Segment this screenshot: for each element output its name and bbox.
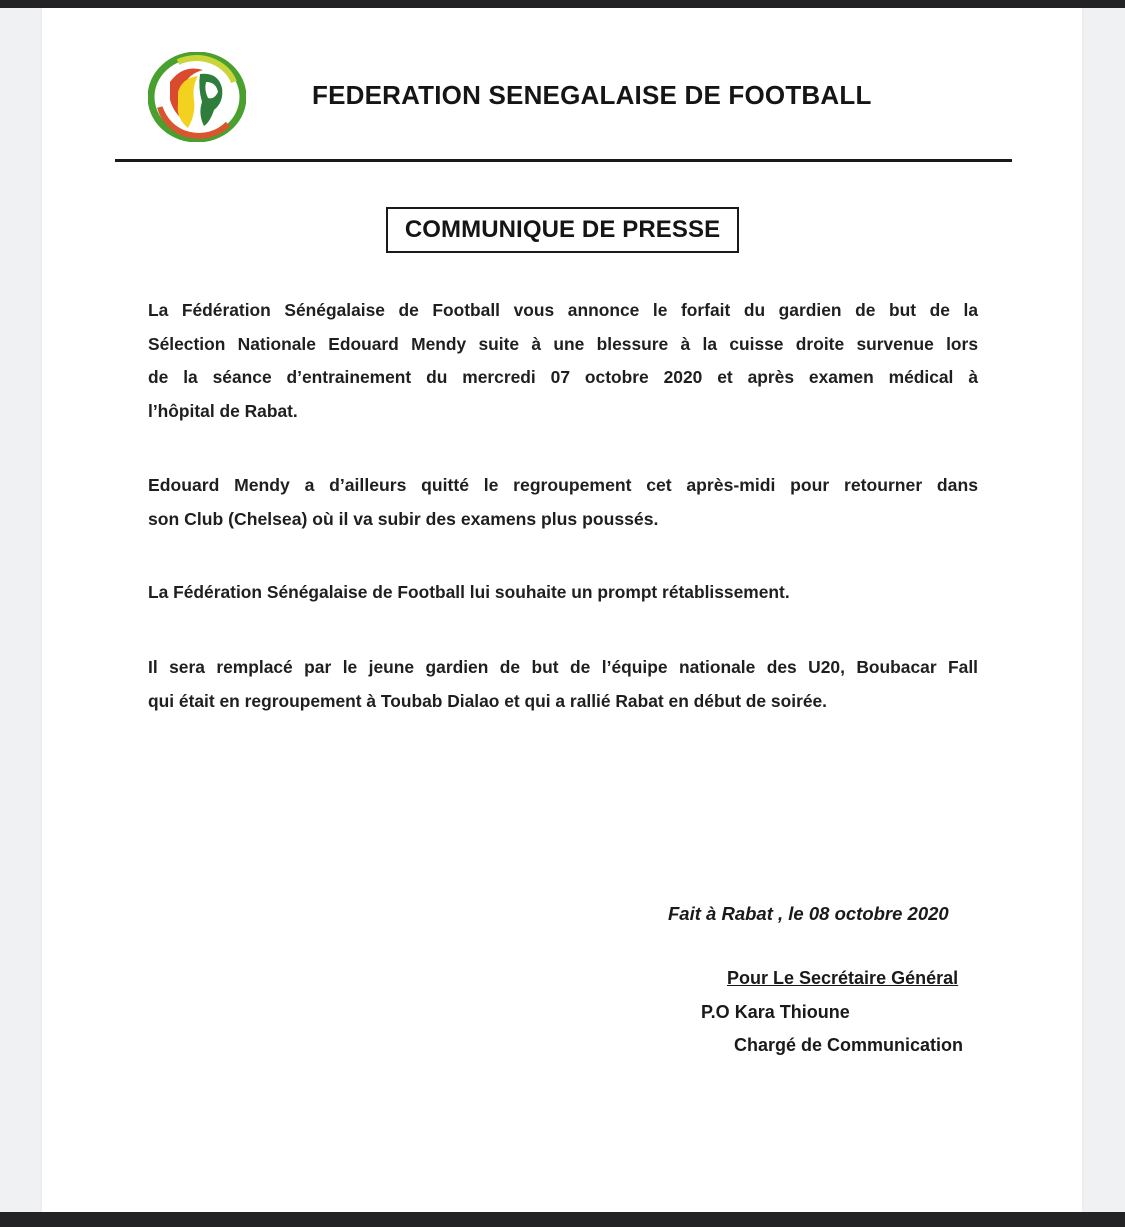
paragraph-forfeit-announcement (148, 294, 978, 428)
paragraph-line: Edouard Mendy a d’ailleurs quitté le regroupement cet après-midi pour retourner dans (148, 475, 978, 495)
signature-name: P.O Kara Thioune (701, 1002, 850, 1022)
document-page (42, 8, 1082, 1212)
paragraph-line: son Club (Chelsea) où il va subir des examens plus poussés. (148, 508, 659, 529)
paragraph-line: Sélection Nationale Edouard Mendy suite à une blessure à la cuisse droite survenue lors (148, 333, 978, 354)
header-divider (115, 159, 1012, 162)
fsf-lion-crest-icon (148, 52, 246, 142)
paragraph-line: La Fédération Sénégalaise de Football lui souhaite un prompt rétablissement. (148, 582, 790, 602)
paragraph-replacement (148, 651, 978, 718)
bottom-frame-bar (0, 1212, 1125, 1227)
document-title: COMMUNIQUE DE PRESSE (404, 216, 721, 243)
paragraph-recovery-wishes (148, 576, 978, 610)
signature-place-date: Fait à Rabat , le 08 octobre 2020 (668, 903, 949, 924)
paragraph-line: de la séance d’entrainement du mercredi 07 octobre 2020 et après examen médical à (148, 367, 978, 387)
paragraph-line: qui était en regroupement à Toubab Dialao et qui a rallié Rabat en début de soirée. (148, 690, 828, 711)
paragraph-line: l’hôpital de Rabat. (148, 400, 298, 421)
paragraph-line: Il sera remplacé par le jeune gardien de but de l’équipe nationale des U20, Boubacar Fall (148, 657, 978, 677)
paragraph-left-camp (148, 469, 978, 536)
paragraph-line: La Fédération Sénégalaise de Football vous annonce le forfait du gardien de but de la (148, 300, 978, 320)
top-frame-bar (0, 0, 1125, 8)
organization-name: FEDERATION SENEGALAISE DE FOOTBALL (312, 80, 872, 110)
press-release-title-box (386, 207, 739, 253)
signature-role: Chargé de Communication (734, 1035, 964, 1055)
signature-title: Pour Le Secrétaire Général (727, 968, 959, 988)
